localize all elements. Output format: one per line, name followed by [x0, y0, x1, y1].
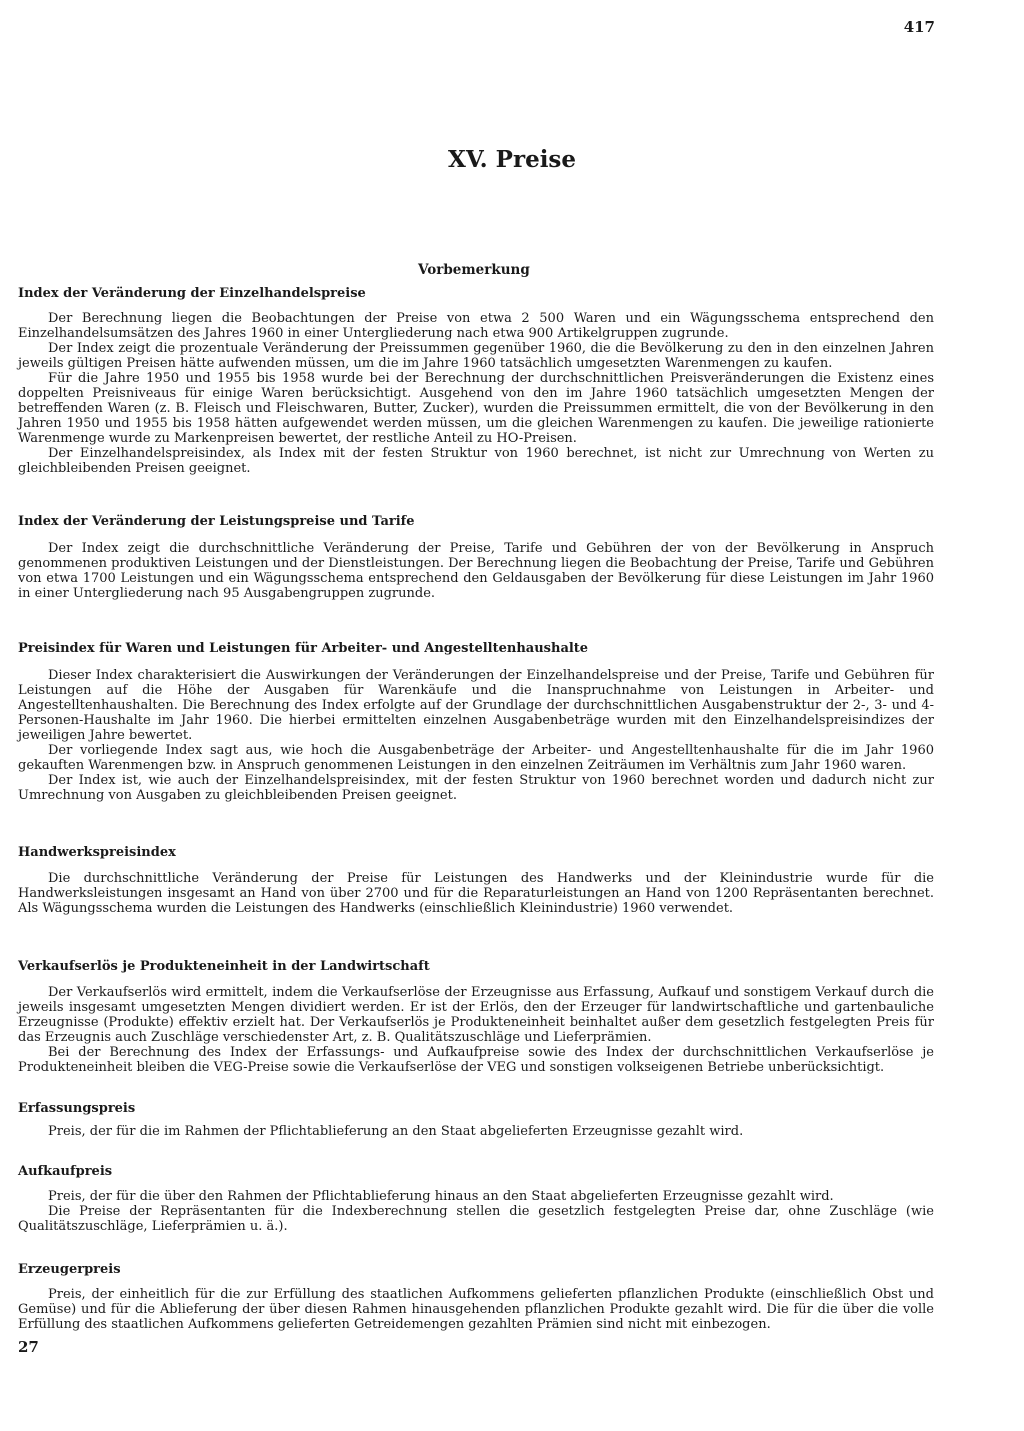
paragraph: Für die Jahre 1950 und 1955 bis 1958 wurde bei der Berechnung der durchschnittlichen Preisveränderungen die Existenz eines doppelten Preisniveaus für einige Waren berücksichtigt. Ausgehend von den im Jahre 1960 tatsächlich umgesetzten Mengen der betreffenden Waren (z. B. Fleisch und Fleischwaren, Butter, Zucker), wurden die Preissummen ermittelt, die von der Bevölkerung in den Jahren 1950 und 1955 bis 1958 hätten aufgewendet werden müssen, um die gleichen Warenmengen zu kaufen. Die jeweilige rationierte Warenmenge wurde zu Markenpreisen bewertet, der restliche Anteil zu HO-Preisen. [18, 371, 934, 446]
paragraph: Bei der Berechnung des Index der Erfassungs- und Aufkaufpreise sowie des Index der durchschnittlichen Verkaufserlöse je Produkteneinheit bleiben die VEG-Preise sowie die Verkaufserlöse der VEG und sonstigen volkseigenen Betriebe unberücksichtigt. [18, 1045, 934, 1075]
section-heading-handwerkspreisindex: Handwerkspreisindex [18, 845, 176, 860]
section-heading-einzelhandelspreise: Index der Veränderung der Einzelhandelspreise [18, 286, 366, 301]
paragraph: Der Index ist, wie auch der Einzelhandelspreisindex, mit der festen Struktur von 1960 berechnet worden und dadurch nicht zur Umrechnung von Ausgaben zu gleichbleibenden Preisen geeignet. [18, 773, 934, 803]
section-body-erfassungspreis [18, 1124, 934, 1139]
section-heading-preisindex-haushalte: Preisindex für Waren und Leistungen für Arbeiter- und Angestelltenhaushalte [18, 641, 589, 656]
paragraph: Der Verkaufserlös wird ermittelt, indem die Verkaufserlöse der Erzeugnisse aus Erfassung, Aufkauf und sonstigem Verkauf durch die jeweils insgesamt umgesetzten Mengen dividiert werden. Er ist der Erlös, den der Erzeuger für landwirtschaftliche und gartenbauliche Erzeugnisse (Produkte) effektiv erzielt hat. Der Verkaufserlös je Produkteneinheit beinhaltet außer dem gesetzlich festgelegten Preis für das Erzeugnis auch Zuschläge verschiedenster Art, z. B. Qualitätszuschläge und Lieferprämien. [18, 985, 934, 1045]
paragraph: Preis, der für die im Rahmen der Pflichtablieferung an den Staat abgelieferten Erzeugnisse gezahlt wird. [48, 1124, 744, 1139]
section-body-handwerkspreisindex [18, 871, 934, 916]
chapter-title: XV. Preise [447, 146, 577, 173]
section-body-aufkaufpreis [18, 1189, 934, 1234]
section-heading-erzeugerpreis: Erzeugerpreis [18, 1262, 121, 1277]
paragraph: Der Index zeigt die prozentuale Veränderung der Preissummen gegenüber 1960, die die Bevölkerung zu den in den einzelnen Jahren jeweils gültigen Preisen hätte aufwenden müssen, um die im Jahre 1960 tatsächlich umgesetzten Warenmengen zu kaufen. [18, 341, 934, 371]
paragraph: Preis, der für die über den Rahmen der Pflichtablieferung hinaus an den Staat abgelieferten Erzeugnisse gezahlt wird. [48, 1189, 834, 1204]
section-body-leistungspreise [18, 541, 934, 601]
preface-title: Vorbemerkung [418, 262, 530, 278]
section-body-einzelhandelspreise [18, 311, 934, 476]
paragraph: Preis, der einheitlich für die zur Erfüllung des staatlichen Aufkommens gelieferten pflanzlichen Produkte (einschließlich Obst und Gemüse) und für die Ablieferung der über diesen Rahmen hinausgehenden pflanzlichen Produkte gezahlt wird. Die für die über die volle Erfüllung des staatlichen Aufkommens gelieferten Getreidemengen gezahlten Prämien sind nicht mit einbezogen. [18, 1287, 934, 1332]
paragraph: Der vorliegende Index sagt aus, wie hoch die Ausgabenbeträge der Arbeiter- und Angestelltenhaushalte für die im Jahr 1960 gekauften Warenmengen bzw. in Anspruch genommenen Leistungen in den einzelnen Zeiträumen im Verhältnis zum Jahr 1960 waren. [18, 743, 934, 773]
section-heading-aufkaufpreis: Aufkaufpreis [18, 1164, 113, 1179]
paragraph: Der Einzelhandelspreisindex, als Index mit der festen Struktur von 1960 berechnet, ist nicht zur Umrechnung von Werten zu gleichbleibenden Preisen geeignet. [18, 446, 934, 476]
paragraph: Der Berechnung liegen die Beobachtungen der Preise von etwa 2 500 Waren und ein Wägungsschema entsprechend den Einzelhandelsumsätzen des Jahres 1960 in einer Untergliederung nach etwa 900 Artikelgruppen zugrunde. [18, 311, 934, 341]
section-body-preisindex-haushalte [18, 668, 934, 803]
section-heading-erfassungspreis: Erfassungspreis [18, 1101, 136, 1116]
paragraph: Die durchschnittliche Veränderung der Preise für Leistungen des Handwerks und der Kleinindustrie wurde für die Handwerksleistungen insgesamt an Hand von über 2700 und für die Reparaturleistungen an Hand von 1200 Repräsentanten berechnet. Als Wägungsschema wurden die Leistungen des Handwerks (einschließlich Kleinindustrie) 1960 verwendet. [18, 871, 934, 916]
paragraph: Dieser Index charakterisiert die Auswirkungen der Veränderungen der Einzelhandelspreise und der Preise, Tarife und Gebühren für Leistungen auf die Höhe der Ausgaben für Warenkäufe und die Inanspruchnahme von Leistungen in Arbeiter- und Angestelltenhaushalten. Die Berechnung des Index erfolgte auf der Grundlage der durchschnittlichen Ausgabenstruktur der 2-, 3- und 4-Personen-Haushalte im Jahr 1960. Die hierbei ermittelten einzelnen Ausgabenbeträge wurden mit den Einzelhandelspreisindizes der jeweiligen Jahre bewertet. [18, 668, 934, 743]
section-body-verkaufserloes [18, 985, 934, 1075]
section-body-erzeugerpreis [18, 1287, 934, 1332]
paragraph: Die Preise der Repräsentanten für die Indexberechnung stellen die gesetzlich festgelegten Preise dar, ohne Zuschläge (wie Qualitätszuschläge, Lieferprämien u. ä.). [18, 1204, 934, 1234]
page-number: 417 [903, 18, 935, 36]
paragraph: Der Index zeigt die durchschnittliche Veränderung der Preise, Tarife und Gebühren der von der Bevölkerung in Anspruch genommenen produktiven Leistungen und der Dienstleistungen. Der Berechnung liegen die Beobachtung der Preise, Tarife und Gebühren von etwa 1700 Leistungen und ein Wägungsschema entsprechend den Geldausgaben der Bevölkerung für diese Leistungen im Jahr 1960 in einer Untergliederung nach 95 Ausgabengruppen zugrunde. [18, 541, 934, 601]
signature-number: 27 [18, 1338, 39, 1356]
section-heading-verkaufserloes: Verkaufserlös je Produkteneinheit in der Landwirtschaft [18, 959, 430, 974]
section-heading-leistungspreise: Index der Veränderung der Leistungspreise und Tarife [18, 514, 415, 529]
